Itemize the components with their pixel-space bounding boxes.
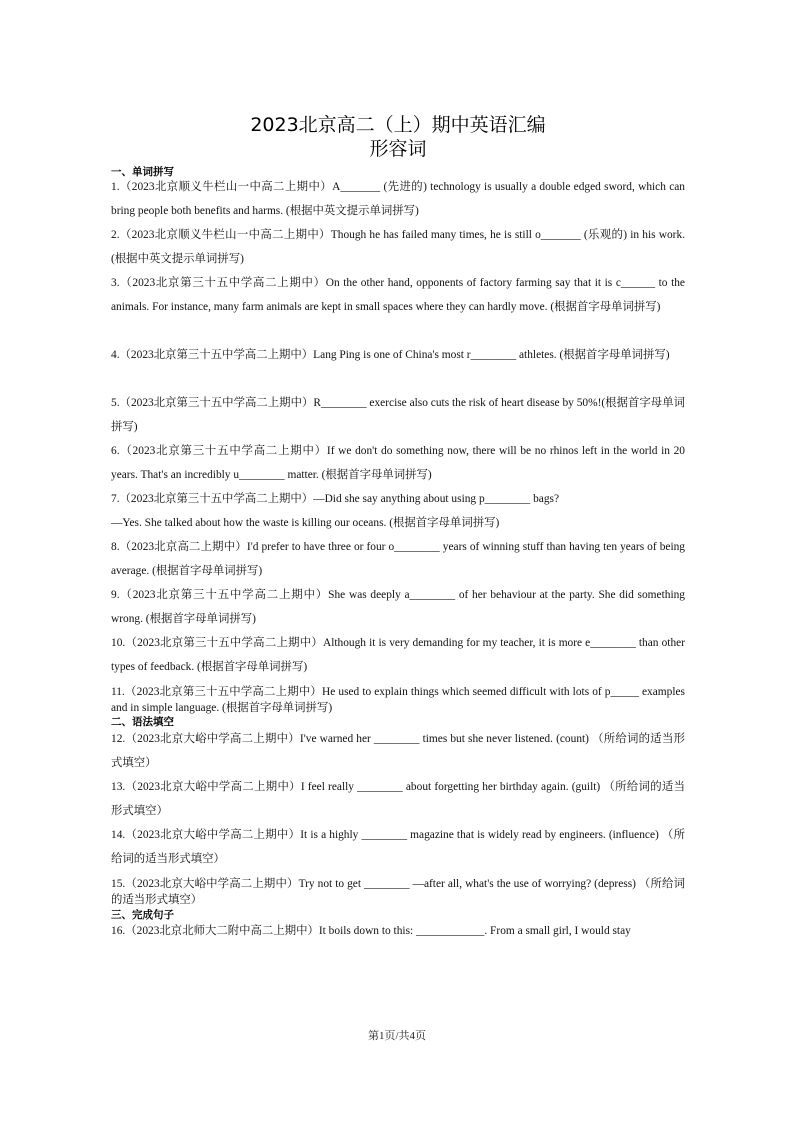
page-footer: 第1页/共4页 <box>367 1030 427 1042</box>
question-3: 3.（2023北京第三十五中学高二上期中）On the other hand, opponents of factory farming say that it is c______ to the animals. For instance, many farm animals are kept in small spaces where they can hardly move. (根据首字母单词拼写) <box>111 277 685 313</box>
document-title: 2023北京高二（上）期中英语汇编 <box>250 114 546 136</box>
document-subtitle: 形容词 <box>369 138 427 160</box>
question-7: 7.（2023北京第三十五中学高二上期中）—Did she say anything about using p________ bags? <box>111 493 560 505</box>
section-heading-completion: 三、完成句子 <box>111 909 174 921</box>
question-10: 10.（2023北京第三十五中学高二上期中）Although it is very demanding for my teacher, it is more e________ than other types of feedback. (根据首字母单词拼写) <box>111 637 685 673</box>
section-heading-spelling: 一、单词拼写 <box>111 166 174 178</box>
question-12: 12.（2023北京大峪中学高二上期中）I've warned her ________ times but she never listened. (count) （所给词的适当形式填空） <box>111 733 685 769</box>
question-6: 6.（2023北京第三十五中学高二上期中）If we don't do something now, there will be no rhinos left in the world in 20 years. That's an incredibly u________ matter. (根据首字母单词拼写) <box>111 445 685 481</box>
question-9: 9.（2023北京第三十五中学高二上期中）She was deeply a________ of her behaviour at the party. She did something wrong. (根据首字母单词拼写) <box>111 589 685 625</box>
question-14: 14.（2023北京大峪中学高二上期中）It is a highly ________ magazine that is widely read by engineers. (influence) （所给词的适当形式填空） <box>111 829 685 865</box>
question-15: 15.（2023北京大峪中学高二上期中）Try not to get ________ —after all, what's the use of worrying? (depress) （所给词的适当形式填空） <box>111 878 685 906</box>
section-heading-grammar: 二、语法填空 <box>111 716 174 728</box>
question-11: 11.（2023北京第三十五中学高二上期中）He used to explain things which seemed difficult with lots of p_____ examples and in simple language. (根据首字母单词拼写) <box>111 686 685 714</box>
question-8: 8.（2023北京高二上期中）I'd prefer to have three or four o________ years of winning stuff than having ten years of being average. (根据首字母单词拼写) <box>111 541 685 577</box>
question-5: 5.（2023北京第三十五中学高二上期中）R________ exercise also cuts the risk of heart disease by 50%!(根据首字母单词拼写) <box>111 397 685 433</box>
question-4: 4.（2023北京第三十五中学高二上期中）Lang Ping is one of China's most r________ athletes. (根据首字母单词拼写) <box>111 349 670 361</box>
question-13: 13.（2023北京大峪中学高二上期中）I feel really ________ about forgetting her birthday again. (guilt) （所给词的适当形式填空） <box>111 781 685 817</box>
question-16: 16.（2023北京北师大二附中高二上期中）It boils down to this: ____________. From a small girl, I would stay <box>111 925 631 937</box>
question-2: 2.（2023北京顺义牛栏山一中高二上期中）Though he has failed many times, he is still o_______ (乐观的) in his work.(根据中英文提示单词拼写) <box>111 229 685 265</box>
question-7-answer: —Yes. She talked about how the waste is killing our oceans. (根据首字母单词拼写) <box>111 517 500 529</box>
question-1: 1.（2023北京顺义牛栏山一中高二上期中）A_______ (先进的) technology is usually a double edged sword, which can bring people both benefits and harms. (根据中英文提示单词拼写) <box>111 181 685 217</box>
